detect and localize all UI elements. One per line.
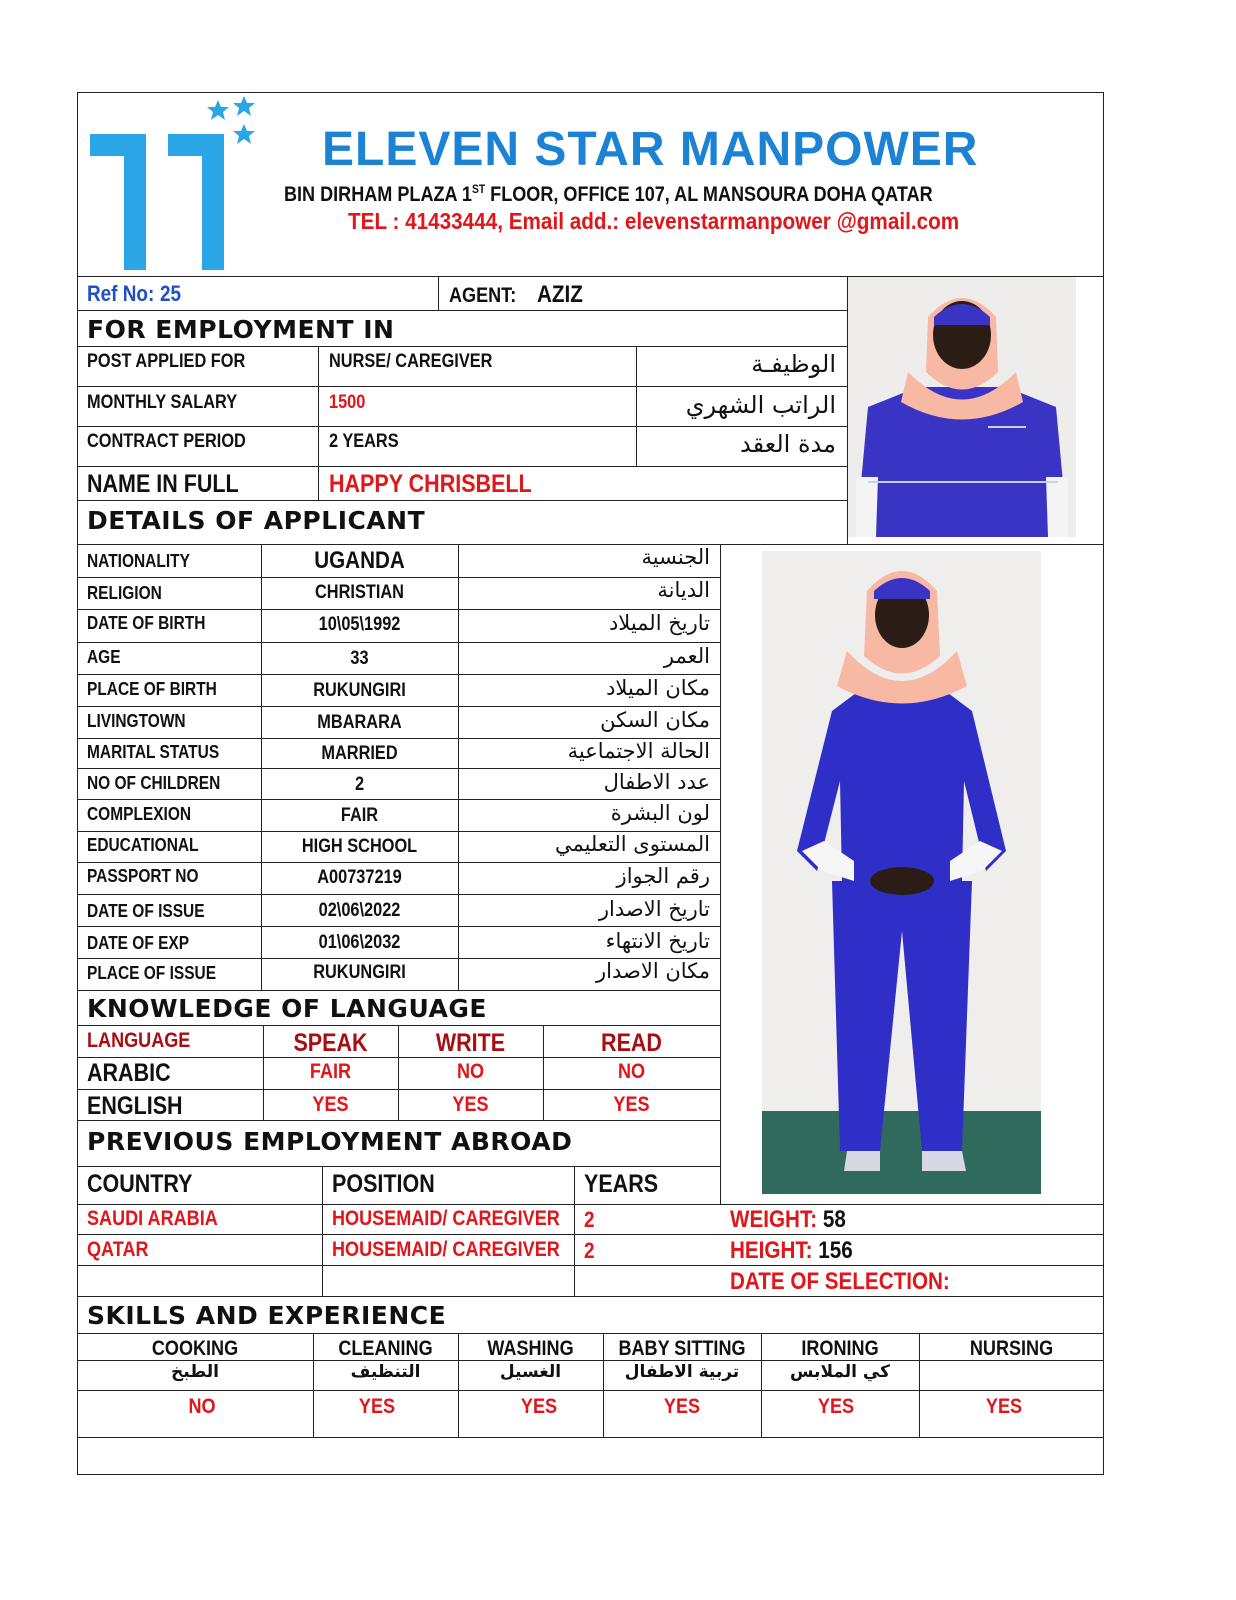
skill-cooking-value: NO [188,1395,216,1418]
livingtown-arabic: مكان السكن [600,708,710,732]
religion-value: CHRISTIAN [315,582,404,603]
skill-washing-name: WASHING [487,1337,574,1360]
language-header-speak: SPEAK [293,1029,368,1057]
contract-value: 2 YEARS [329,431,399,452]
address-superscript: ST [471,182,486,196]
marital-status-label: MARITAL STATUS [87,742,220,762]
name-label: NAME IN FULL [87,470,239,498]
dob-arabic: تاريخ الميلاد [608,611,710,635]
previous-row-2-position: HOUSEMAID/ CAREGIVER [332,1238,560,1261]
height-label: HEIGHT: [730,1237,813,1264]
place-of-issue-arabic: مكان الاصدار [596,959,710,983]
religion-label: RELIGION [87,583,162,603]
language-row-english-read: YES [613,1093,650,1116]
dob-label: DATE OF BIRTH [87,613,206,633]
language-title: KNOWLEDGE OF LANGUAGE [87,994,487,1023]
language-row-english-speak: YES [312,1093,349,1116]
skill-washing-arabic: الغسيل [499,1362,562,1382]
salary-arabic: الراتب الشهري [685,391,836,419]
children-arabic: عدد الاطفال [603,770,710,794]
previous-title: PREVIOUS EMPLOYMENT ABROAD [87,1127,573,1156]
language-header-write: WRITE [435,1029,506,1057]
skill-ironing-arabic: كي الملابس [790,1362,890,1382]
skill-baby-sitting-name: BABY SITTING [618,1337,746,1360]
language-row-arabic-name: ARABIC [87,1059,171,1087]
passport-label: PASSPORT NO [87,866,199,886]
language-row-arabic-write: NO [456,1060,485,1083]
company-logo [84,94,264,274]
agent-value: AZIZ [537,281,583,308]
skill-cleaning-name: CLEANING [338,1337,433,1360]
contract-label: CONTRACT PERIOD [87,431,246,452]
previous-row-2-country: QATAR [87,1238,149,1261]
skill-cleaning-value: YES [358,1395,396,1418]
nationality-arabic: الجنسية [641,545,710,569]
post-arabic: الوظيفـة [751,350,836,378]
place-of-issue-value: RUKUNGIRI [313,962,406,983]
age-label: AGE [87,647,121,667]
previous-row-2-years: 2 [584,1238,595,1263]
applicant-portrait-photo [848,277,1076,537]
previous-row-1-country: SAUDI ARABIA [87,1207,218,1230]
ref-label: Ref No: [87,281,155,306]
children-value: 2 [354,774,365,795]
company-name: ELEVEN STAR MANPOWER [322,123,979,176]
previous-row-1-position: HOUSEMAID/ CAREGIVER [332,1207,560,1230]
skills-title: SKILLS AND EXPERIENCE [87,1301,447,1330]
marital-status-arabic: الحالة الاجتماعية [567,739,710,763]
issue-date-arabic: تاريخ الاصدار [598,897,710,921]
skill-washing-value: YES [520,1395,558,1418]
weight-label: WEIGHT: [730,1206,818,1233]
skill-cooking-name: COOKING [151,1337,239,1360]
height-field [730,1239,853,1263]
skill-baby-sitting-value: YES [663,1395,701,1418]
previous-header-country: COUNTRY [87,1170,193,1198]
weight-value: 58 [822,1206,846,1233]
passport-value: A00737219 [317,867,402,888]
livingtown-label: LIVINGTOWN [87,711,186,731]
complexion-value: FAIR [340,805,379,826]
contract-arabic: مدة العقد [740,430,836,458]
name-value: HAPPY CHRISBELL [329,470,532,498]
agent-label: AGENT: [449,284,517,307]
age-arabic: العمر [663,644,710,668]
skill-cleaning-arabic: التنظيف [350,1362,421,1382]
applicant-title: DETAILS OF APPLICANT [87,506,426,535]
educational-label: EDUCATIONAL [87,835,199,855]
salary-value: 1500 [329,392,366,413]
place-of-issue-label: PLACE OF ISSUE [87,963,217,983]
salary-label: MONTHLY SALARY [87,392,238,413]
employment-title: FOR EMPLOYMENT IN [87,315,395,344]
applicant-full-body-photo [762,551,1041,1194]
complexion-arabic: لون البشرة [610,801,710,825]
language-header-read: READ [601,1029,662,1057]
expiry-date-label: DATE OF EXP [87,933,190,953]
weight-field [730,1208,846,1232]
language-row-arabic-speak: FAIR [309,1060,352,1083]
language-row-english-write: YES [452,1093,489,1116]
post-label: POST APPLIED FOR [87,351,246,372]
educational-value: HIGH SCHOOL [301,836,418,857]
passport-arabic: رقم الجواز [616,864,710,888]
place-of-birth-label: PLACE OF BIRTH [87,679,217,699]
address-part-2: FLOOR, OFFICE 107, AL MANSOURA DOHA QATAR [485,183,933,206]
address-part-1: BIN DIRHAM PLAZA 1 [284,183,472,206]
company-contact: TEL : 41433444, Email add.: elevenstarmanpower @gmail.com [348,208,960,234]
complexion-label: COMPLEXION [87,804,192,824]
skill-baby-sitting-arabic: تربية الاطفال [624,1362,740,1382]
previous-row-1-years: 2 [584,1207,595,1232]
date-of-selection-label: DATE OF SELECTION: [730,1268,950,1295]
company-address [284,183,933,205]
previous-header-years: YEARS [584,1170,659,1198]
skill-nursing-name: NURSING [969,1337,1054,1360]
educational-arabic: المستوى التعليمي [554,832,710,856]
age-value: 33 [350,648,369,669]
ref-value: 25 [160,281,182,306]
height-value: 156 [818,1237,853,1264]
expiry-date-arabic: تاريخ الانتهاء [605,929,710,953]
place-of-birth-arabic: مكان الميلاد [606,676,710,700]
skill-cooking-arabic: الطبخ [171,1362,219,1382]
post-value: NURSE/ CAREGIVER [329,351,493,372]
place-of-birth-value: RUKUNGIRI [313,680,406,701]
previous-header-position: POSITION [332,1170,435,1198]
issue-date-label: DATE OF ISSUE [87,901,205,921]
skill-ironing-value: YES [817,1395,855,1418]
skill-nursing-value: YES [985,1395,1023,1418]
nationality-value: UGANDA [314,547,405,574]
issue-date-value: 02\06\2022 [318,900,401,921]
livingtown-value: MBARARA [317,712,402,733]
nationality-label: NATIONALITY [87,551,190,571]
expiry-date-value: 01\06\2032 [318,932,401,953]
religion-arabic: الديانة [657,578,710,602]
language-row-english-name: ENGLISH [87,1092,183,1120]
language-row-arabic-read: NO [617,1060,646,1083]
marital-status-value: MARRIED [321,743,398,764]
children-label: NO OF CHILDREN [87,773,221,793]
skill-ironing-name: IRONING [801,1337,879,1360]
dob-value: 10\05\1992 [318,614,401,635]
language-header-language: LANGUAGE [87,1029,191,1052]
